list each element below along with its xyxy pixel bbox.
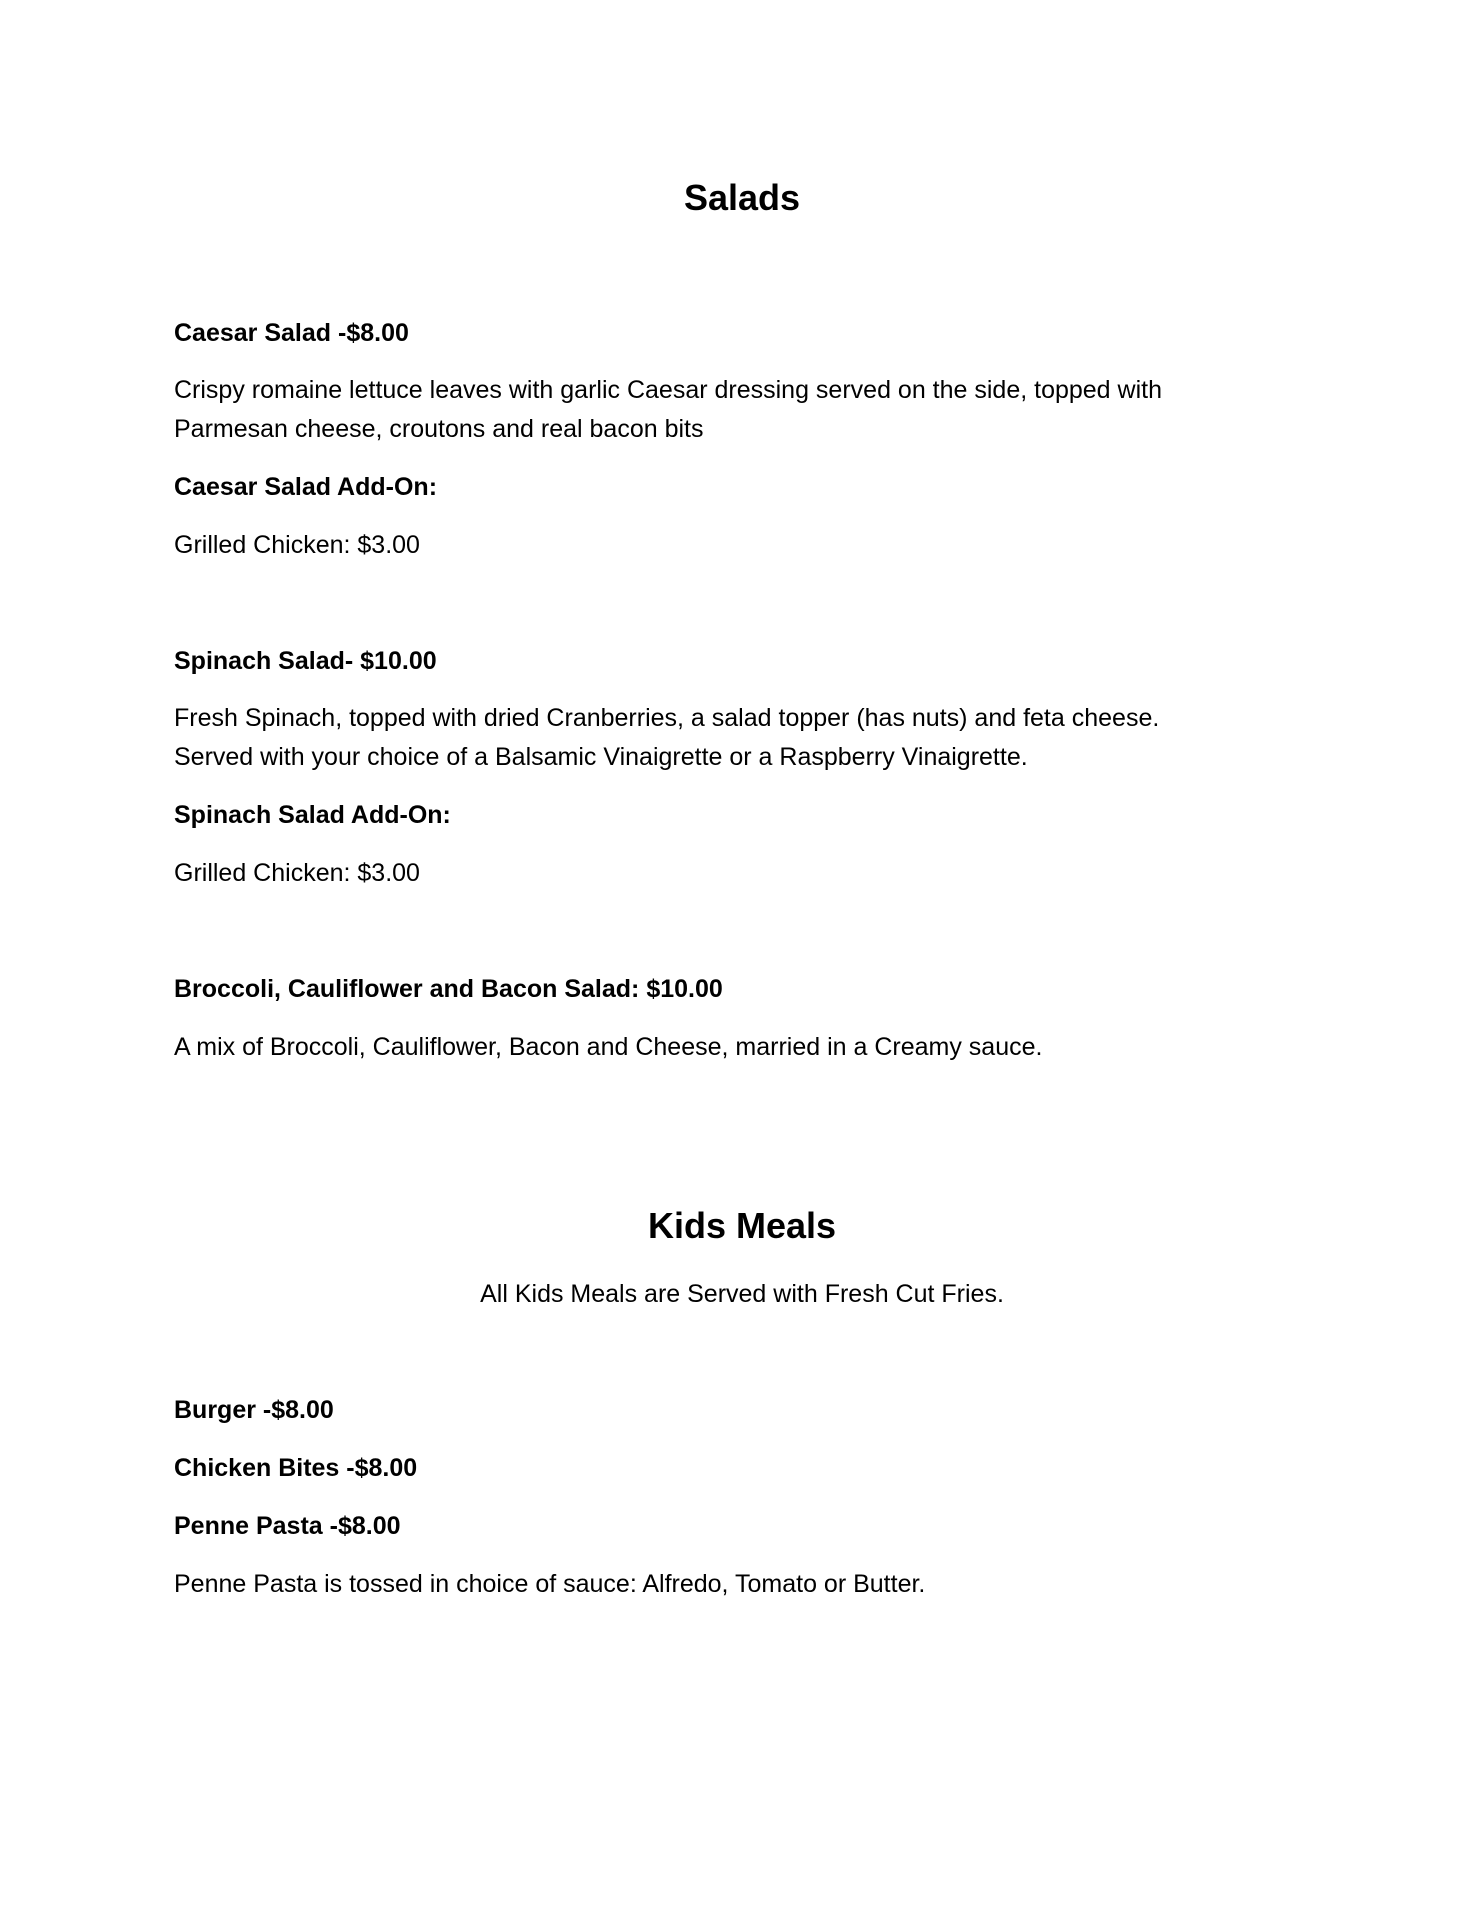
- kids-meals-subtitle: All Kids Meals are Served with Fresh Cut Fries.: [480, 1280, 1004, 1308]
- spinach-addon-title: Spinach Salad Add-On:: [174, 801, 451, 829]
- kids-item-chicken-bites: Chicken Bites -$8.00: [174, 1454, 418, 1482]
- spinach-addon-item: Grilled Chicken: $3.00: [174, 859, 420, 887]
- kids-meals-heading: Kids Meals: [647, 1205, 837, 1246]
- caesar-salad-name: Caesar Salad -$8.00: [174, 319, 409, 347]
- penne-pasta-note: Penne Pasta is tossed in choice of sauce: Alfredo, Tomato or Butter.: [174, 1570, 926, 1598]
- broccoli-salad-description: A mix of Broccoli, Cauliflower, Bacon and Cheese, married in a Creamy sauce.: [174, 1033, 1043, 1061]
- salads-heading: Salads: [683, 177, 801, 218]
- kids-item-burger: Burger -$8.00: [174, 1396, 334, 1424]
- spinach-salad-name: Spinach Salad- $10.00: [174, 647, 437, 675]
- caesar-addon-item: Grilled Chicken: $3.00: [174, 531, 420, 559]
- spinach-salad-description-line2: Served with your choice of a Balsamic Vinaigrette or a Raspberry Vinaigrette.: [174, 743, 1028, 771]
- caesar-salad-description-line2: Parmesan cheese, croutons and real bacon bits: [174, 415, 704, 443]
- broccoli-salad-name: Broccoli, Cauliflower and Bacon Salad: $10.00: [174, 975, 723, 1003]
- caesar-addon-title: Caesar Salad Add-On:: [174, 473, 438, 501]
- spinach-salad-description-line1: Fresh Spinach, topped with dried Cranberries, a salad topper (has nuts) and feta cheese.: [174, 704, 1160, 732]
- kids-item-penne-pasta: Penne Pasta -$8.00: [174, 1512, 401, 1540]
- caesar-salad-description-line1: Crispy romaine lettuce leaves with garlic Caesar dressing served on the side, topped with: [174, 376, 1162, 404]
